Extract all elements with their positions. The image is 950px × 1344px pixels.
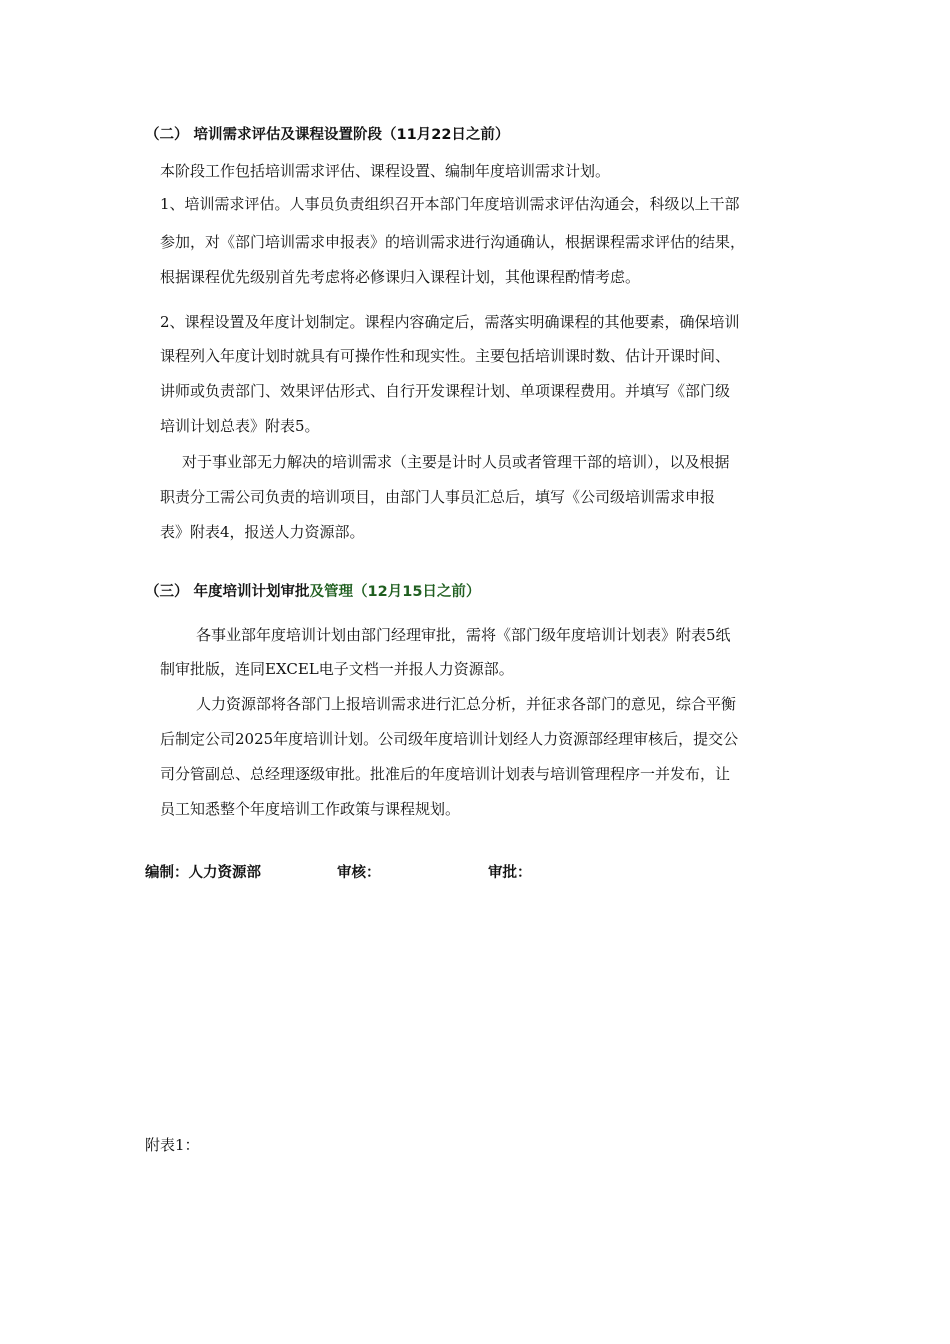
section3-heading-part2: 及管理（12月15日之前） [309, 584, 481, 600]
section2-line-9: 对于事业部无力解决的培训需求（主要是计时人员或者管理干部的培训），以及根据 [182, 453, 730, 471]
section2-line-5: 2、课程设置及年度计划制定。课程内容确定后，需落实明确课程的其他要素，确保培训 [160, 313, 740, 331]
section3-heading-part1: （三） 年度培训计划审批 [145, 584, 310, 600]
section2-line-6: 课程列入年度计划时就具有可操作性和现实性。主要包括培训课时数、估计开课时间、 [160, 347, 731, 365]
signature-compiled: 编制：人力资源部 [145, 865, 261, 881]
section3-line-6: 员工知悉整个年度培训工作政策与课程规划。 [160, 800, 461, 818]
section3-line-1: 各事业部年度培训计划由部门经理审批，需将《部门级年度培训计划表》附表5纸 [196, 626, 731, 644]
signature-approved: 审批： [488, 865, 532, 881]
section3-line-2: 制审批版，连同EXCEL电子文档一并报人力资源部。 [160, 660, 514, 678]
section2-line-2: 1、培训需求评估。人事员负责组织召开本部门年度培训需求评估沟通会，科级以上干部 [160, 195, 740, 213]
section2-line-10: 职责分工需公司负责的培训项目，由部门人事员汇总后，填写《公司级培训需求申报 [160, 488, 716, 506]
section3-line-5: 司分管副总、总经理逐级审批。批准后的年度培训计划表与培训管理程序一并发布，让 [160, 765, 731, 783]
attachment-label: 附表1： [145, 1136, 200, 1154]
section2-line-3: 参加，对《部门培训需求申报表》的培训需求进行沟通确认，根据课程需求评估的结果， [160, 233, 746, 251]
section3-heading [145, 582, 480, 602]
section2-line-11: 表》附表4，报送人力资源部。 [160, 523, 365, 541]
section2-heading: （二） 培训需求评估及课程设置阶段（11月22日之前） [145, 127, 510, 143]
section2-line-8: 培训计划总表》附表5。 [160, 417, 320, 435]
section3-line-3: 人力资源部将各部门上报培训需求进行汇总分析，并征求各部门的意见，综合平衡 [196, 695, 737, 713]
signature-reviewed: 审核： [337, 865, 381, 881]
section3-line-4: 后制定公司2025年度培训计划。公司级年度培训计划经人力资源部经理审核后，提交公 [160, 730, 739, 748]
section2-line-4: 根据课程优先级别首先考虑将必修课归入课程计划，其他课程酌情考虑。 [160, 268, 641, 286]
section2-line-7: 讲师或负责部门、效果评估形式、自行开发课程计划、单项课程费用。并填写《部门级 [160, 382, 731, 400]
section2-line-1: 本阶段工作包括培训需求评估、课程设置、编制年度培训需求计划。 [160, 162, 611, 180]
